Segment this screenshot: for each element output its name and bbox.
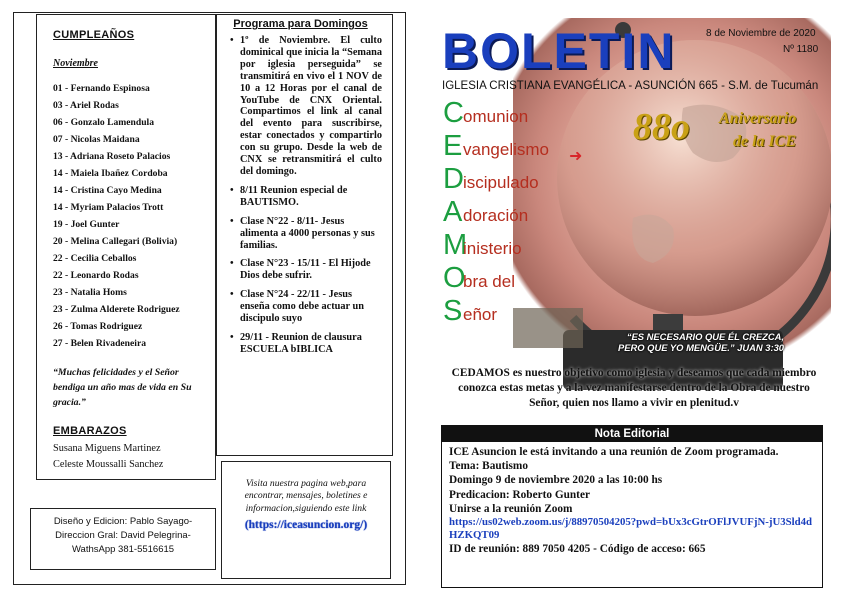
cedamos-word [443,163,549,196]
pregnancy-item: Celeste Moussalli Sanchez [53,459,164,470]
cedamos-word [443,229,549,262]
cedamos-word [443,196,549,229]
program-item: • 8/11 Reunion especial de BAUTISMO. [219,185,382,209]
anniversary-line: Aniversario [719,110,797,127]
program-list [219,35,382,356]
program-item: • 1º de Noviembre. El culto dominical que inicia la “Semana por iglesia perseguida” se transmitirá en vivo el 1 NOV de 10 a 12 Horas por el canal de YouTube de CNX Oriental. Compartimos el link al canal del evento para suscribirse, estar conectados y compartirlo con su grupo. Desde la web de CNX se retransmitirá el culto del domingo. [219,35,382,178]
pregnancy-item: Susana Miguens Martinez [53,443,161,454]
cedamos-word [443,130,549,163]
birthday-greeting: “Muchas felicidades y el Señor bendiga un año mas de vida en Su gracia.” [53,367,192,408]
editorial-line: Unirse a la reunión Zoom [449,502,573,515]
bulletin-date: 8 de Noviembre de 2020 [706,28,816,39]
editorial-line: Predicacion: Roberto Gunter [449,488,590,501]
scripture-line: “ES NECESARIO QUE ÉL CREZCA, [626,331,785,342]
birthdays-panel [36,14,216,480]
cedamos-initial: O [443,262,466,294]
cedamos-initial: D [443,163,464,195]
cedamos-rest: eñor [463,305,498,324]
cedamos-rest: doración [463,206,529,225]
bulletin-number: Nº 1180 [783,44,819,55]
birthday-item: 27 - Belen Rivadeneira [53,338,146,349]
cedamos-initial: S [443,295,463,327]
anniversary-line: de la ICE [733,133,797,150]
editorial-line: Tema: Bautismo [449,460,528,473]
cedamos-rest: vangelismo [463,140,549,159]
cedamos-word [443,295,549,328]
cedamos-rest: bra del [463,272,515,291]
cedamos-rest: iscipulado [463,173,539,192]
cedamos-initial: C [443,97,464,129]
credits-line: Direccion Gral: David Pelegrina- [55,530,191,541]
arrow-icon: ➜ [569,146,583,165]
website-text: Visita nuestra pagina web,para encontrar, mensajes, boletines e informacion,siguiendo este link [244,478,368,514]
scripture-quote [618,332,784,353]
cedamos-acronym [443,97,549,328]
pregnancies-title: EMBARAZOS [53,425,127,437]
anniversary-number: 88o [633,106,690,148]
cedamos-rest: inisterio [463,239,522,258]
program-panel [216,14,393,456]
cedamos-word [443,97,549,130]
church-subtitle: IGLESIA CRISTIANA EVANGÉLICA - ASUNCIÓN 665 - S.M. de Tucumán [442,80,819,92]
website-box [221,461,391,579]
cedamos-initial: M [443,229,468,261]
birthday-item: 22 - Leonardo Rodas [53,270,139,281]
scripture-line: PERO QUE YO MENGÜE.” JUAN 3:30 [618,341,785,353]
cedamos-rest: omunion [463,107,529,126]
editorial-line: Domingo 9 de noviembre 2020 a las 10:00 hs [449,474,663,487]
pregnancies-list [53,441,215,473]
bulletin-title: BOLETIN [442,23,676,79]
birthday-item: 01 - Fernando Espinosa [53,83,150,94]
birthday-item: 13 - Adriana Roseto Palacios [53,151,171,162]
cedamos-word [443,262,549,295]
birthday-item: 06 - Gonzalo Lamendula [53,117,155,128]
birthday-item: 23 - Natalia Homs [53,287,127,298]
birthdays-list [53,80,215,352]
credits-box [30,508,216,570]
program-item: • Clase N°24 - 22/11 - Jesus enseña como debe actuar un discipulo suyo [219,289,382,325]
editorial-line: ICE Asuncion le está invitando a una reunión de Zoom programada. [449,446,779,458]
program-item: • 29/11 - Reunion de clausura ESCUELA bIBLICA [219,332,382,356]
meeting-id: ID de reunión: 889 7050 4205 - Código de acceso: 665 [449,543,706,556]
zoom-link[interactable]: https://us02web.zoom.us/j/88970504205?pwd=bUx3cGtrOFlJVUFjN-jU3Sld4dHZKQT09 [449,516,813,542]
credits-line: Diseño y Edicion: Pablo Sayago- [53,516,193,527]
cedamos-initial: A [443,196,463,228]
birthday-item: 14 - Maiela Ibañez Cordoba [53,168,168,179]
editorial-title: Nota Editorial [442,426,822,442]
program-title: Programa para Domingos [233,18,368,30]
mission-text: CEDAMOS es nuestro objetivo como iglesia y deseamos que cada miembro conozca estas metas y a la vez manifestarse dentro de la Obra de nuestro Señor, quien nos llamo a vivir en plenitud.v [451,367,817,410]
website-link[interactable]: (https://iceasuncion.org/) [244,519,368,532]
birthday-item: 19 - Joel Gunter [53,219,120,230]
birthday-item: 22 - Cecilia Ceballos [53,253,137,264]
birthday-item: 20 - Melina Callegari (Bolivia) [53,236,178,247]
program-item: • Clase N°23 - 15/11 - El Hijode Dios debe sufrir. [219,258,382,282]
cedamos-initial: E [443,130,463,162]
credits-line: WathsApp 381-5516615 [71,544,175,555]
birthday-item: 07 - Nicolas Maidana [53,134,140,145]
birthday-item: 14 - Cristina Cayo Medina [53,185,162,196]
birthday-item: 26 - Tomas Rodriguez [53,321,143,332]
program-item: • Clase N°22 - 8/11- Jesus alimenta a 4000 personas y sus familias. [219,216,382,252]
birthday-item: 14 - Myriam Palacios Trott [53,202,164,213]
birthdays-title: CUMPLEAÑOS [53,29,135,41]
birthdays-month: Noviembre [53,58,98,69]
editorial-note [441,425,823,588]
birthday-item: 03 - Ariel Rodas [53,100,119,111]
birthday-item: 23 - Zulma Alderete Rodriguez [53,304,180,315]
